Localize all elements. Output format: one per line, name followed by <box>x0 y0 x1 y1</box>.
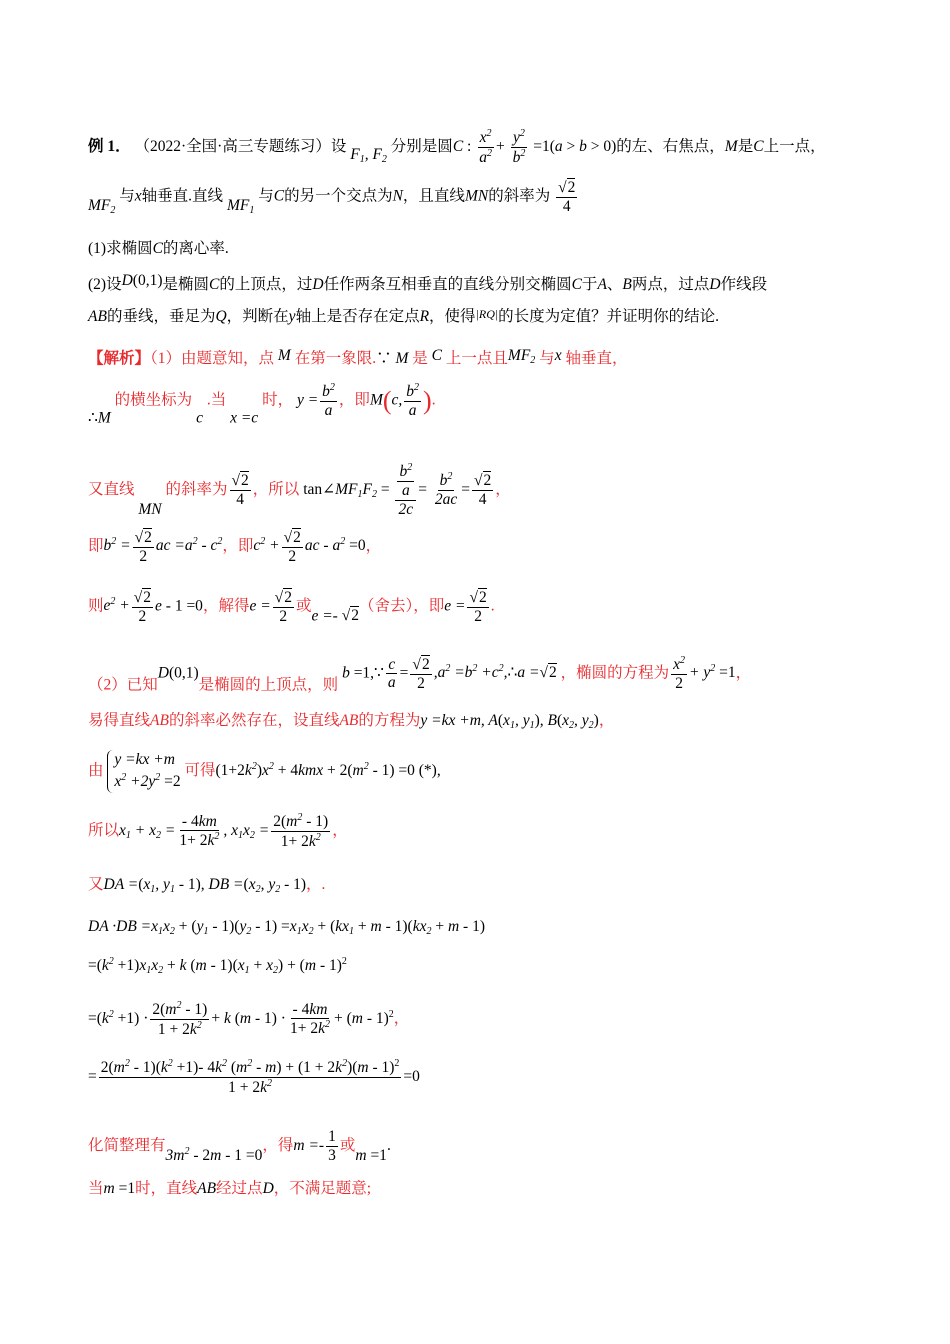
solution-line-9: 所以$x_1 + x_2$ = $\frac{- 4km}{1+ 2k^2}$ , $x_1x_2$ = $\frac{2(m^2 - 1)}{1+ 2k^2}$ ， <box>88 812 348 850</box>
question-1: (1)求椭圆C的离心率. <box>88 240 229 257</box>
solution-line-12: $=(k^2 +1)x_1x_2 + k$ $(m - 1)(x_1 + x_2) + (m - 1)^2$ <box>88 956 347 976</box>
solution-tag: 【解析】 <box>88 350 151 367</box>
solution-line-8: 由 y =kx +m $x^2 +2y^2 =2$ 可得$(1+2k^2)x^2 + 4kmx + 2(m^2 - 1) =0$ (*), <box>88 750 441 793</box>
solution-line-10: 又DA $=(x_1$, $y_1 - 1$), DB $=(x_2$, $y_2 - 1$)，. <box>88 876 326 895</box>
solution-line-16: 当m =1时，直线AB经过点D，不满足题意; <box>88 1180 372 1197</box>
question-2-cont: AB的垂线，垂足为Q，判断在y轴上是否存在定点R，使得|RQ|的长度为定值？并证明你的结论. <box>88 307 720 325</box>
solution-line-5: 则$e^2$ + $\frac{√2}{2}$ e - 1 =0，解得e = $\frac{√2}{2}$ 或e =- √2（舍去），即e = $\frac{√2}{2}$ . <box>88 589 495 625</box>
solution-line-15: 化简整理有$3m^2 - 2m - 1 =0$，得m =- $\frac{1}{3}$ 或m =1. <box>88 1128 391 1164</box>
problem-label: 例 1． <box>88 137 131 155</box>
question-2: (2)设D(0,1)是椭圆C的上顶点，过D任作两条互相垂直的直线分别交椭圆C于A、B两点，过点D作线段 <box>88 272 768 293</box>
problem-line-2: $MF_2$ 与x轴垂直.直线 $MF_1$ 与C的另一个交点为N，且直线MN的斜率为 $\frac{√2}{4}$ <box>88 179 576 217</box>
problem-source: （2022·全国·高三专题练习） <box>134 137 331 155</box>
foci-math: $F_1$, $F_2$ <box>350 145 387 165</box>
solution-line-3: 又直线 MN 的斜率为 $\frac{√2}{4}$ ，所以 $\tan\angle MF_1F_2$ = $\frac{\frac{b^2}{a}}{2c}$ = $\frac{b^2}{2ac}$ = $\frac{√2}{4}$ ， <box>88 462 511 518</box>
solution-line-4: 即$b^2$ = $\frac{√2}{2}$ ac $=a^2 - c^2$，即$c^2$ + $\frac{√2}{2}$ ac - $a^2 =0$， <box>88 529 382 565</box>
problem-line-1: 例 1． （2022·全国·高三专题练习）设 $F_1$, $F_2$ 分别是圆C : $\frac{x^2}{a^2}$ + $\frac{y^2}{b^2}$ =1(a > b > 0)的左、右焦点，M是C上一点， <box>88 128 826 166</box>
solution-line-11: DA $\cdot DB =x_1x_2 + (y_1 - 1)(y_2 - 1) =x_1x_2 + (kx_1 + m - 1)(kx_2 + m - 1)$ <box>88 918 485 937</box>
solution-line-1: 【解析】（1）由题意知，点 M 在第一象限.∵ M 是 C 上一点且$MF_2$ 与x 轴垂直， <box>88 347 628 367</box>
solution-line-6: （2）已知D(0,1)是椭圆的上顶点，则 b =1,∵ $\frac{c}{a}$ = $\frac{√2}{2}$ $,a^2 =b^2$ $+c^2,\therefore a =√2$ ，椭圆的方程为 $\frac{x^2}{2}$ + $y^2 =1$， <box>88 655 752 694</box>
solution-line-2: ∴M 的横坐标为 c .当 x =c 时， y = $\frac{b^2}{a}$ ，即M(c, $\frac{b^2}{a}$ ). <box>88 382 436 427</box>
solution-line-14: = $\frac{2(m^2 - 1)(k^2 +1)- 4k^2 (m^2 - m) + (1 + 2k^2)(m - 1)^2}{1 + 2k^2}$ =0 <box>88 1058 420 1096</box>
solution-line-7: 易得直线AB的斜率必然存在，设直线AB的方程为y =kx +m, $A(x_1$, $y_1$), $B(x_2$, $y_2$)， <box>88 712 615 731</box>
solution-line-13: $=(k^2 +1)$ · $\frac{2(m^2 - 1)}{1 + 2k^2}$ + k (m - 1) · $\frac{- 4km}{1+ 2k^2}$ + (m - 1)$^2$， <box>88 1000 410 1038</box>
